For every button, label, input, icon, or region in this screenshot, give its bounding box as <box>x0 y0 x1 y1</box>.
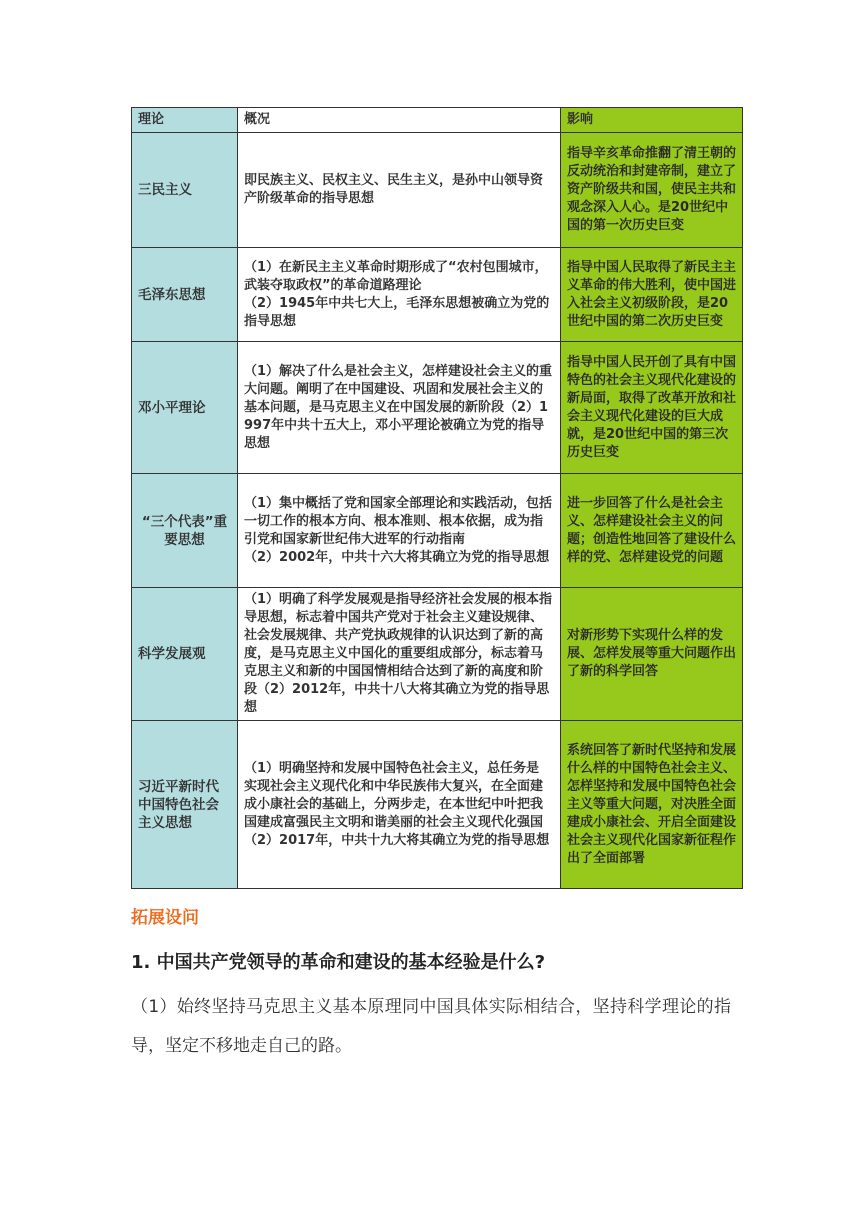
table-header-row <box>132 108 743 133</box>
header-overview: 概况 <box>238 108 561 133</box>
table-row <box>132 474 743 588</box>
table-row <box>132 588 743 721</box>
theory-table <box>131 107 743 889</box>
theory-cell: 邓小平理论 <box>132 342 238 474</box>
table-row <box>132 248 743 342</box>
impact-cell: 系统回答了新时代坚持和发展什么样的中国特色社会主义、怎样坚持和发展中国特色社会主义等重大问题，对决胜全面建成小康社会、开启全面建设社会主义现代化国家新征程作出了全面部署 <box>561 721 743 889</box>
theory-cell: “三个代表”重要思想 <box>132 474 238 588</box>
theory-cell: 科学发展观 <box>132 588 238 721</box>
table-row <box>132 721 743 889</box>
section-heading: 拓展设问 <box>131 908 199 928</box>
answer-paragraph: （1）始终坚持马克思主义基本原理同中国具体实际相结合，坚持科学理论的指导，坚定不移地走自己的路。 <box>131 997 731 1056</box>
header-impact: 影响 <box>561 108 743 133</box>
theory-cell: 习近平新时代中国特色社会主义思想 <box>132 721 238 889</box>
overview-cell: 即民族主义、民权主义、民生主义，是孙中山领导资产阶级革命的指导思想 <box>238 133 561 248</box>
impact-cell: 进一步回答了什么是社会主义、怎样建设社会主义的问题；创造性地回答了建设什么样的党、怎样建设党的问题 <box>561 474 743 588</box>
impact-cell: 指导中国人民取得了新民主主义革命的伟大胜利，使中国进入社会主义初级阶段，是20世纪中国的第二次历史巨变 <box>561 248 743 342</box>
impact-cell: 指导中国人民开创了具有中国特色的社会主义现代化建设的新局面，取得了改革开放和社会主义现代化建设的巨大成就，是20世纪中国的第三次历史巨变 <box>561 342 743 474</box>
theory-cell: 三民主义 <box>132 133 238 248</box>
theory-cell: 毛泽东思想 <box>132 248 238 342</box>
overview-cell: （1）明确了科学发展观是指导经济社会发展的根本指导思想，标志着中国共产党对于社会主义建设规律、社会发展规律、共产党执政规律的认识达到了新的高度，是马克思主义中国化的重要组成部分，标志着马克思主义和新的中国国情相结合达到了新的高度和阶段（2）2012年，中共十八大将其确立为党的指导思想 <box>238 588 561 721</box>
table-row <box>132 342 743 474</box>
question-title: 1. 中国共产党领导的革命和建设的基本经验是什么? <box>131 952 546 973</box>
impact-cell: 指导辛亥革命推翻了清王朝的反动统治和封建帝制，建立了资产阶级共和国，使民主共和观念深入人心。是20世纪中国的第一次历史巨变 <box>561 133 743 248</box>
table-row <box>132 133 743 248</box>
overview-cell: （1）明确坚持和发展中国特色社会主义，总任务是 实现社会主义现代化和中华民族伟大复兴，在全面建成小康社会的基础上，分两步走，在本世纪中叶把我国建成富强民主文明和谐美丽的社会主义现代化强国 （2）2017年，中共十九大将其确立为党的指导思想 <box>238 721 561 889</box>
overview-cell: （1）集中概括了党和国家全部理论和实践活动，包括一切工作的根本方向、根本准则、根本依据，成为指引党和国家新世纪伟大进军的行动指南 （2）2002年，中共十六大将其确立为党的指导思想 <box>238 474 561 588</box>
header-theory: 理论 <box>132 108 238 133</box>
impact-cell: 对新形势下实现什么样的发展、怎样发展等重大问题作出了新的科学回答 <box>561 588 743 721</box>
overview-cell: （1）解决了什么是社会主义，怎样建设社会主义的重大问题。阐明了在中国建设、巩固和发展社会主义的基本问题，是马克思主义在中国发展的新阶段（2）1997年中共十五大上，邓小平理论被确立为党的指导思想 <box>238 342 561 474</box>
overview-cell: （1）在新民主主义革命时期形成了“农村包围城市，武装夺取政权”的革命道路理论 （2）1945年中共七大上，毛泽东思想被确立为党的指导思想 <box>238 248 561 342</box>
